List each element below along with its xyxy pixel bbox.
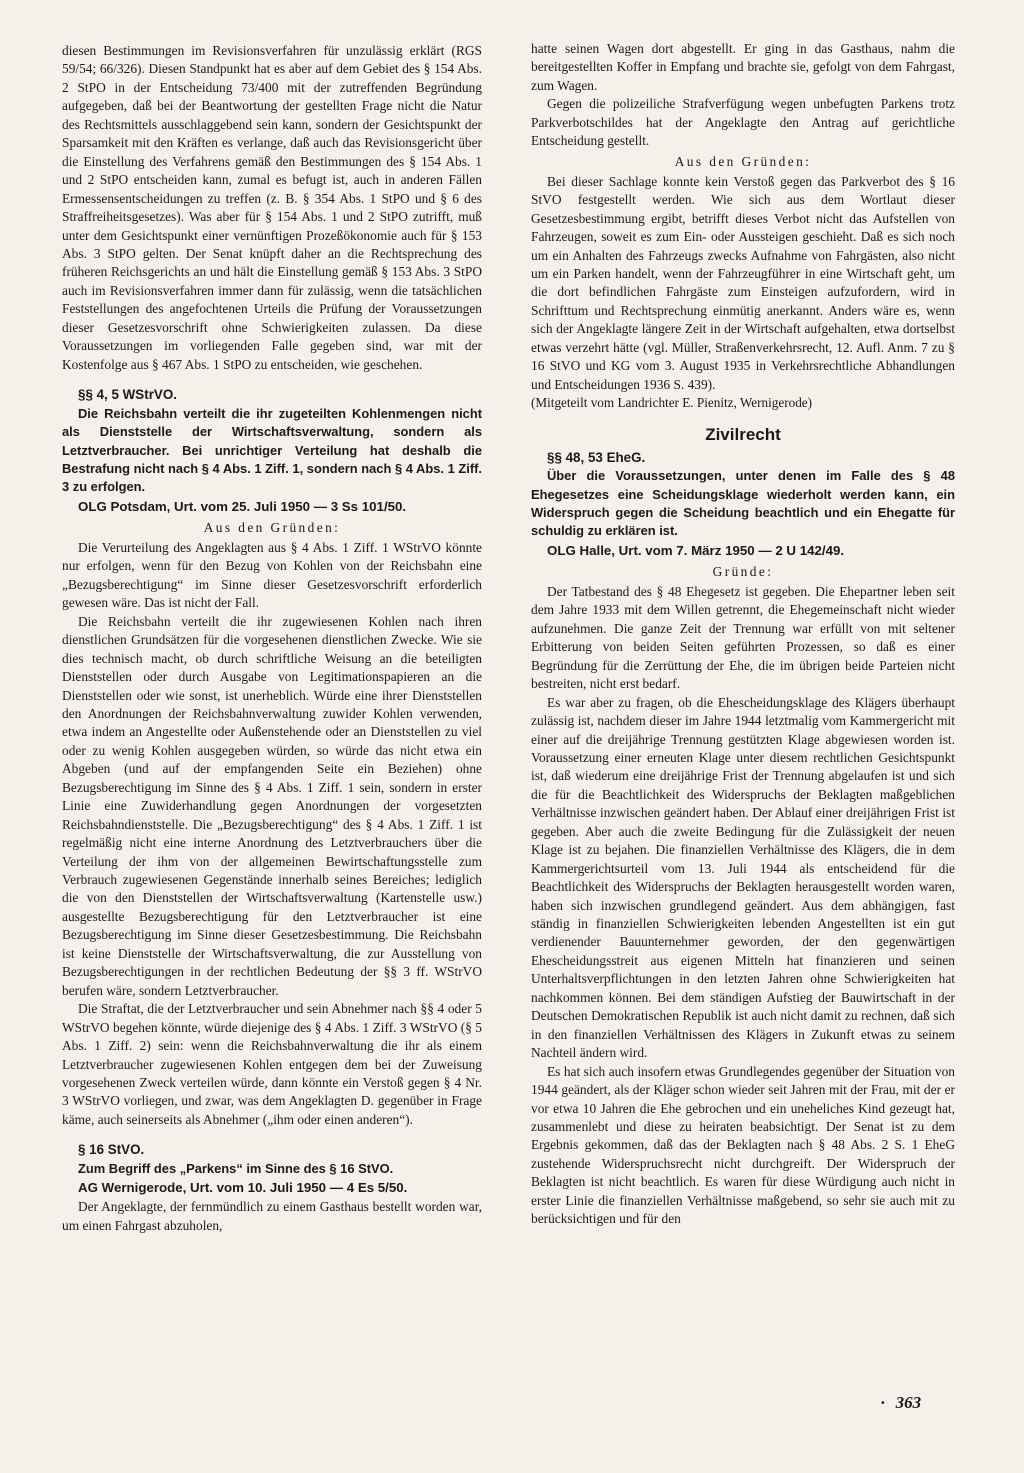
case3-paragraph-2: Es war aber zu fragen, ob die Ehescheidungsklage des Klägers überhaupt zulässig ist, nachdem dieser im Jahre 1944 letztmalig vom Kammergericht mit einer auf die dreijährige Trennung gestützten Klage abgewiesen worden ist. Voraussetzung einer erneuten Klage unter diesem rechtlichen Gesichtspunkt ist, daß wiederum eine dreijährige Frist der Trennung abgelaufen ist und sich die für die Beachtlichkeit des Widerspruchs der Beklagten maßgeblichen Verhältnisse inzwischen geändert haben. Der Ablauf einer dreijährigen Frist ist gegeben. Aber auch die zweite Bedingung für die Zulässigkeit der neuen Klage ist zu bejahen. Die finanziellen Verhältnisse des Klägers, die in dem Kammergerichtsurteil vom 13. Juli 1944 als entscheidend für die Beachtlichkeit des Widerspruchs der Beklagten herausgestellt worden waren, haben sich inzwischen grundlegend geändert. Aus dem abhängigen, fast ständig in finanziellen Schwierigkeiten lebenden Angestellten ist ein gut verdienender Bauunternehmer geworden, der den gegenwärtigen Ehescheidungsstreit aus eigenen Mitteln hat finanzieren und seinen Unterhaltsverpflichtungen in den letzten Jahren ohne Schwierigkeiten hat nachkommen können. Bei dem ständigen Aufstieg der Bauwirtschaft in der Deutschen Demokratischen Republik ist auch nicht damit zu rechnen, daß sich in den finanziellen Verhältnissen des Klägers in Zukunft etwas zu seinem Nachteil ändern wird. xyxy=(531,694,955,1061)
case2-reasons-paragraph: Bei dieser Sachlage konnte kein Verstoß gegen das Parkverbot des § 16 StVO festgestellt werden. Wie sich aus dem Wortlaut dieser Gesetzesbestimmung ergibt, betrifft dieses Verbot nicht das Aufstellen von Fahrzeugen, soweit es zum Ein- oder Aussteigen geschieht. Daß es sich noch um ein Anhalten des Fahrzeugs zwecks Aufnahme von Fahrgästen, also nicht um ein Parken handelt, wenn der Fahrzeugführer in eine Wirtschaft geht, um die dort befindlichen Fahrgäste zum Einsteigen aufzufordern, wird in Schrifttum und Rechtsprechung einmütig anerkannt. Anders wäre es, wenn sich der Angeklagte längere Zeit in der Wirtschaft aufgehalten, etwa dortselbst etwas verzehrt hätte (vgl. Müller, Straßenverkehrsrecht, 12. Aufl. Anm. 7 zu § 16 StVO und KG vom 3. August 1935 in Verkehrsrechtliche Abhandlungen und Entscheidungen 1936 S. 439). xyxy=(531,173,955,392)
case1-paragraph-1: Die Verurteilung des Angeklagten aus § 4 Abs. 1 Ziff. 1 WStrVO könnte nur erfolgen, wenn für den Bezug von Kohlen von der Reichsbahn eine „Bezugsberechtigung“ im Sinne dieser Gesetzesvorschrift erforderlich gewesen wäre. Das ist nicht der Fall. xyxy=(62,539,482,611)
case3-heading: §§ 48, 53 EheG. xyxy=(547,449,646,465)
page-number-value: 363 xyxy=(895,1393,922,1412)
case3-headnote: Über die Voraussetzungen, unter denen im Falle des § 48 Ehegesetzes eine Scheidungsklage wiederholt werden kann, ein Widerspruch gegen die Scheidung beachtlich und ein Ehegatte für schuldig zu erklären ist. xyxy=(531,468,955,539)
folio-bullet: · xyxy=(880,1393,886,1412)
intro-paragraph: diesen Bestimmungen im Revisionsverfahren für unzulässig erklärt (RGS 59/54; 66/326). Diesen Standpunkt hat es aber auf dem Gebiet des § 154 Abs. 2 StPO in der Entscheidung 73/400 mit der zutreffenden Begründung aufgegeben, daß bei der Beantwortung der gestellten Frage nicht die Natur des Rechtsmittels ausschlaggebend sein kann, sondern der Gesichtspunkt der Sparsamkeit mit den Kräften es verlange, daß auch das Revisionsgericht über die Einstellung des Verfahrens gemäß den Bestimmungen des § 154 Abs. 1 und 2 StPO entscheiden kann, zumal es befugt ist, auch in anderen Fällen Ermessensentscheidungen zu treffen (z. B. § 354 Abs. 1 StPO und § 6 des Straffreiheitsgesetzes). Was aber für § 154 Abs. 1 und 2 StPO zutrifft, muß unter dem Gesichtspunkt einer vernünftigen Prozeßökonomie auch für § 153 Abs. 3 StPO gelten. Der Senat knüpft daher an die Rechtsprechung des früheren Reichsgerichts an und hält die Einstellung gemäß § 153 Abs. 3 StPO auch im Revisionsverfahren immer dann für zulässig, wenn die tatsächlichen Feststellungen des angefochtenen Urteils die Prüfung der Voraussetzungen dieser Gesetzesvorschrift ohne Schwierigkeiten zulassen. Da diese Voraussetzungen im vorliegenden Falle gegeben sind, war mit der Kostenfolge aus § 467 Abs. 1 StPO zu entscheiden, wie geschehen. xyxy=(62,43,482,372)
case1-headnote: Die Reichsbahn verteilt die ihr zugeteilten Kohlenmengen nicht als Dienststelle der Wirtschaftsverwaltung, sondern als Letztverbraucher. Bei unrichtiger Verteilung hat deshalb die Bestrafung nicht nach § 4 Abs. 1 Ziff. 1, sondern nach § 4 Abs. 1 Ziff. 3 zu erfolgen. xyxy=(62,405,482,495)
case3-court-citation: OLG Halle, Urt. vom 7. März 1950 — 2 U 142/49. xyxy=(547,542,845,558)
case1-reasons-label: Aus den Gründen: xyxy=(203,519,341,535)
case1-court-citation: OLG Potsdam, Urt. vom 25. Juli 1950 — 3 Ss 101/50. xyxy=(78,498,407,514)
case2-paragraph: Der Angeklagte, der fernmündlich zu einem Gasthaus bestellt worden war, um einen Fahrgast abzuholen, xyxy=(62,1199,482,1233)
section-title-zivilrecht: Zivilrecht xyxy=(705,424,781,444)
case3-paragraph-3: Es hat sich auch insofern etwas Grundlegendes gegenüber der Situation von 1944 geändert, als der Kläger schon wieder seit Jahren mit der Frau, mit der er vor etwa 10 Jahren die Ehe gebrochen und ein uneheliches Kind gezeugt hat, zusammenlebt und diese zu heiraten beabsichtigt. Der Senat ist zu dem Ergebnis gekommen, daß das der Beklagten nach § 48 Abs. 2 S. 1 EheG zustehende Widerspruchsrecht nicht durchgreift. Der Widerspruch der Beklagten ist nicht beachtlich. Es waren für diese Würdigung auch nicht in erster Linie die finanziellen Verhältnisse maßgebend, so sehr sie auch mit zu berücksichtigen und für den xyxy=(531,1063,955,1227)
case2-headnote: Zum Begriff des „Parkens“ im Sinne des § 16 StVO. xyxy=(78,1160,394,1176)
case1-paragraph-2: Die Reichsbahn verteilt die ihr zugewiesenen Kohlen nach ihren dienstlichen Grundsätzen für die vorgesehenen dienstlichen Zwecke. Wie sie dies technisch macht, ob durch schriftliche Weisung an die beteiligten Dienststellen oder durch Ausgabe von Legitimationspapieren an die Dienststellen oder wie sonst, ist unerheblich. Würde eine ihrer Dienststellen den Anordnungen der Reichsbahnverwaltung zuwider Kohlen verwenden, etwa indem an Angestellte oder Außenstehende oder an Dienststellen zu viel oder zu wenig Kohlen ausgegeben würden, so würde das nicht etwa ein Abgeben (und auf der empfangenden Seite ein Beziehen) ohne Bezugsberechtigung im Sinne des § 4 Abs. 1 Ziff. 1 sein, sondern in erster Linie eine Zuwiderhandlung gegen Anordnungen der vorgesetzten Reichsbahndienststelle. Die „Bezugsberechtigung“ des § 4 Abs. 1 Ziff. 1 ist regelmäßig nicht eine interne Anordnung des Letztverbrauchers über die Verteilung der ihm von der allgemeinen Bewirtschaftungsstelle zum Verbrauch zugewiesenen Gegenstände innerhalb seines Bereiches; lediglich die von den Dienststellen der Wirtschaftsverwaltung (Kartenstelle usw.) ausgestellte Bezugsberechtigung für den Letztverbraucher ist eine Bezugsberechtigung im Sinne dieser Gesetzesbestimmung. Die Reichsbahn ist keine Dienststelle der Wirtschaftsverwaltung, die zur Ausstellung von Bezugsberechtigungen in der rechtlichen Bedeutung der §§ 3 ff. WStrVO berufen wäre, sondern Letztverbraucher. xyxy=(62,613,482,998)
case2-continuation-1: hatte seinen Wagen dort abgestellt. Er ging in das Gasthaus, nahm die bereitgestellten Koffer in Empfang und brachte sie, gefolgt von dem Fahrgast, zum Wagen. xyxy=(531,41,955,93)
left-column xyxy=(62,42,482,1235)
case2-court-citation: AG Wernigerode, Urt. vom 10. Juli 1950 — 4 Es 5/50. xyxy=(78,1180,408,1196)
case2-heading: § 16 StVO. xyxy=(78,1142,145,1158)
case2-reasons-label: Aus den Gründen: xyxy=(674,153,812,169)
right-column xyxy=(531,40,955,1229)
page-number xyxy=(880,1393,921,1413)
case2-continuation-2: Gegen die polizeiliche Strafverfügung wegen unbefugten Parkens trotz Parkverbotschildes hat der Angeklagte den Antrag auf gerichtliche Entscheidung gestellt. xyxy=(531,96,955,149)
case3-paragraph-1: Der Tatbestand des § 48 Ehegesetz ist gegeben. Die Ehepartner leben seit dem Jahre 1933 mit dem Willen getrennt, die Ehegemeinschaft nicht wieder aufzunehmen. Die ganze Zeit der Trennung war erfüllt von mit seltener Erbitterung von beiden Seiten geführten Prozessen, so daß es einer Begründung für die Zerrüttung der Ehe, die im übrigen beide Parteien nicht bestreiten, nicht erst bedarf. xyxy=(531,583,955,692)
case1-paragraph-3: Die Straftat, die der Letztverbraucher und sein Abnehmer nach §§ 4 oder 5 WStrVO begehen könnte, würde diejenige des § 4 Abs. 1 Ziff. 3 WStrVO (§ 5 Abs. 1 Ziff. 2) sein: wenn die Reichsbahnverwaltung die ihr als einem Letztverbraucher zugewiesenen Kohlen entgegen dem bei der Zuweisung vorgesehenen Zweck verteilen würde, dann könnte ein Verstoß gegen § 4 Nr. 3 WStrVO vorliegen, und zwar, was dem Angeklagten D. gegenüber in Frage käme, auch seinerseits als Abnehmer („ihm oder einen anderen“). xyxy=(62,1001,482,1127)
case3-reasons-label: Gründe: xyxy=(712,563,774,579)
case1-heading: §§ 4, 5 WStrVO. xyxy=(78,387,177,403)
contributor-credit: (Mitgeteilt vom Landrichter E. Pienitz, Wernigerode) xyxy=(531,395,813,411)
